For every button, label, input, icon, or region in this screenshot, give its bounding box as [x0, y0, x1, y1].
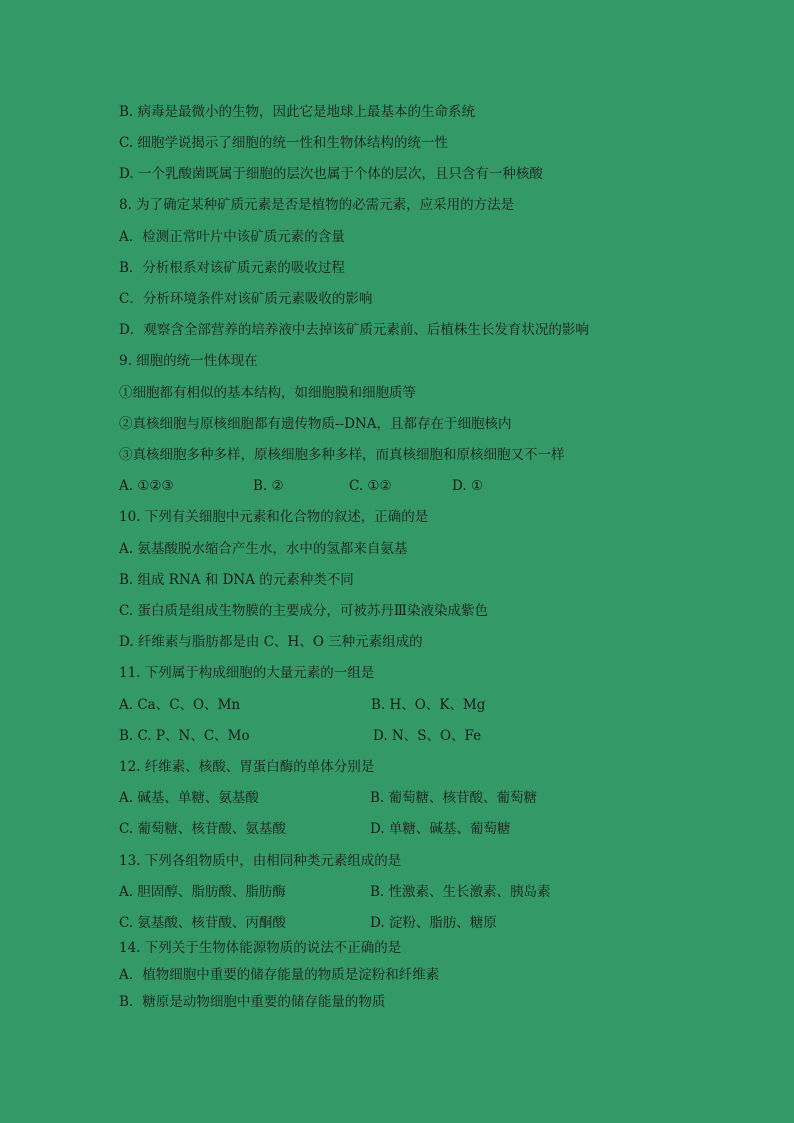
- q12-option-d: D. 单糖、碱基、葡萄糖: [370, 821, 511, 837]
- q12-stem: 12. 纤维素、核酸、胃蛋白酶的单体分别是: [119, 759, 375, 775]
- q13-option-d: D. 淀粉、脂肪、糖原: [370, 915, 497, 931]
- q10-option-d: D. 纤维素与脂肪都是由 C、H、O 三种元素组成的: [119, 634, 423, 650]
- q9-option-d: D. ①: [452, 478, 484, 494]
- q13-option-a: A. 胆固醇、脂肪酸、脂肪酶: [119, 884, 286, 900]
- q11-option-d: D. N、S、O、Fe: [373, 728, 482, 744]
- q9-option-b: B. ②: [253, 478, 284, 494]
- q8-option-d: D．观察含全部营养的培养液中去掉该矿质元素前、后植株生长发育状况的影响: [119, 322, 589, 338]
- q11-option-b: B. H、O、K、Mg: [371, 697, 486, 713]
- q9-option-c: C. ①②: [349, 478, 392, 494]
- q8-option-c: C．分析环境条件对该矿质元素吸收的影响: [119, 291, 373, 307]
- q11-option-a: A. Ca、C、O、Mn: [119, 697, 241, 713]
- q10-option-b: B. 组成 RNA 和 DNA 的元素种类不同: [119, 572, 354, 588]
- q14-stem: 14. 下列关于生物体能源物质的说法不正确的是: [119, 940, 402, 956]
- q12-option-a: A. 碱基、单糖、氨基酸: [119, 790, 259, 806]
- q13-option-c: C. 氨基酸、核苷酸、丙酮酸: [119, 915, 286, 931]
- q7-option-b: B. 病毒是最微小的生物，因此它是地球上最基本的生命系统: [119, 104, 476, 120]
- q11-option-c: B. C. P、N、C、Mo: [119, 728, 250, 744]
- q9-statement-1: ①细胞都有相似的基本结构，如细胞膜和细胞质等: [119, 385, 416, 401]
- q9-option-a: A. ①②③: [119, 478, 174, 494]
- q8-stem: 8. 为了确定某种矿质元素是否是植物的必需元素，应采用的方法是: [119, 197, 515, 213]
- q10-stem: 10. 下列有关细胞中元素和化合物的叙述，正确的是: [119, 509, 429, 525]
- q9-statement-3: ③真核细胞多种多样，原核细胞多种多样，而真核细胞和原核细胞又不一样: [119, 447, 565, 463]
- q13-option-b: B. 性激素、生长激素、胰岛素: [370, 884, 551, 900]
- q9-stem: 9. 细胞的统一性体现在: [119, 353, 258, 369]
- q14-option-a: A．植物细胞中重要的储存能量的物质是淀粉和纤维素: [119, 967, 440, 983]
- q14-option-b: B．糖原是动物细胞中重要的储存能量的物质: [119, 994, 386, 1010]
- q7-option-d: D. 一个乳酸菌既属于细胞的层次也属于个体的层次，且只含有一种核酸: [119, 166, 543, 182]
- q12-option-c: C. 葡萄糖、核苷酸、氨基酸: [119, 821, 286, 837]
- q8-option-b: B．分析根系对该矿质元素的吸收过程: [119, 260, 345, 276]
- q11-stem: 11. 下列属于构成细胞的大量元素的一组是: [119, 665, 375, 681]
- q10-option-a: A. 氨基酸脱水缩合产生水，水中的氢都来自氨基: [119, 541, 408, 557]
- q8-option-a: A．检测正常叶片中该矿质元素的含量: [119, 229, 345, 245]
- q12-option-b: B. 葡萄糖、核苷酸、葡萄糖: [370, 790, 538, 806]
- q13-stem: 13. 下列各组物质中，由相同种类元素组成的是: [119, 853, 402, 869]
- q7-option-c: C. 细胞学说揭示了细胞的统一性和生物体结构的统一性: [119, 135, 448, 151]
- q10-option-c: C. 蛋白质是组成生物膜的主要成分，可被苏丹Ⅲ染液染成紫色: [119, 603, 488, 619]
- q9-statement-2: ②真核细胞与原核细胞都有遗传物质--DNA，且都存在于细胞核内: [119, 416, 512, 432]
